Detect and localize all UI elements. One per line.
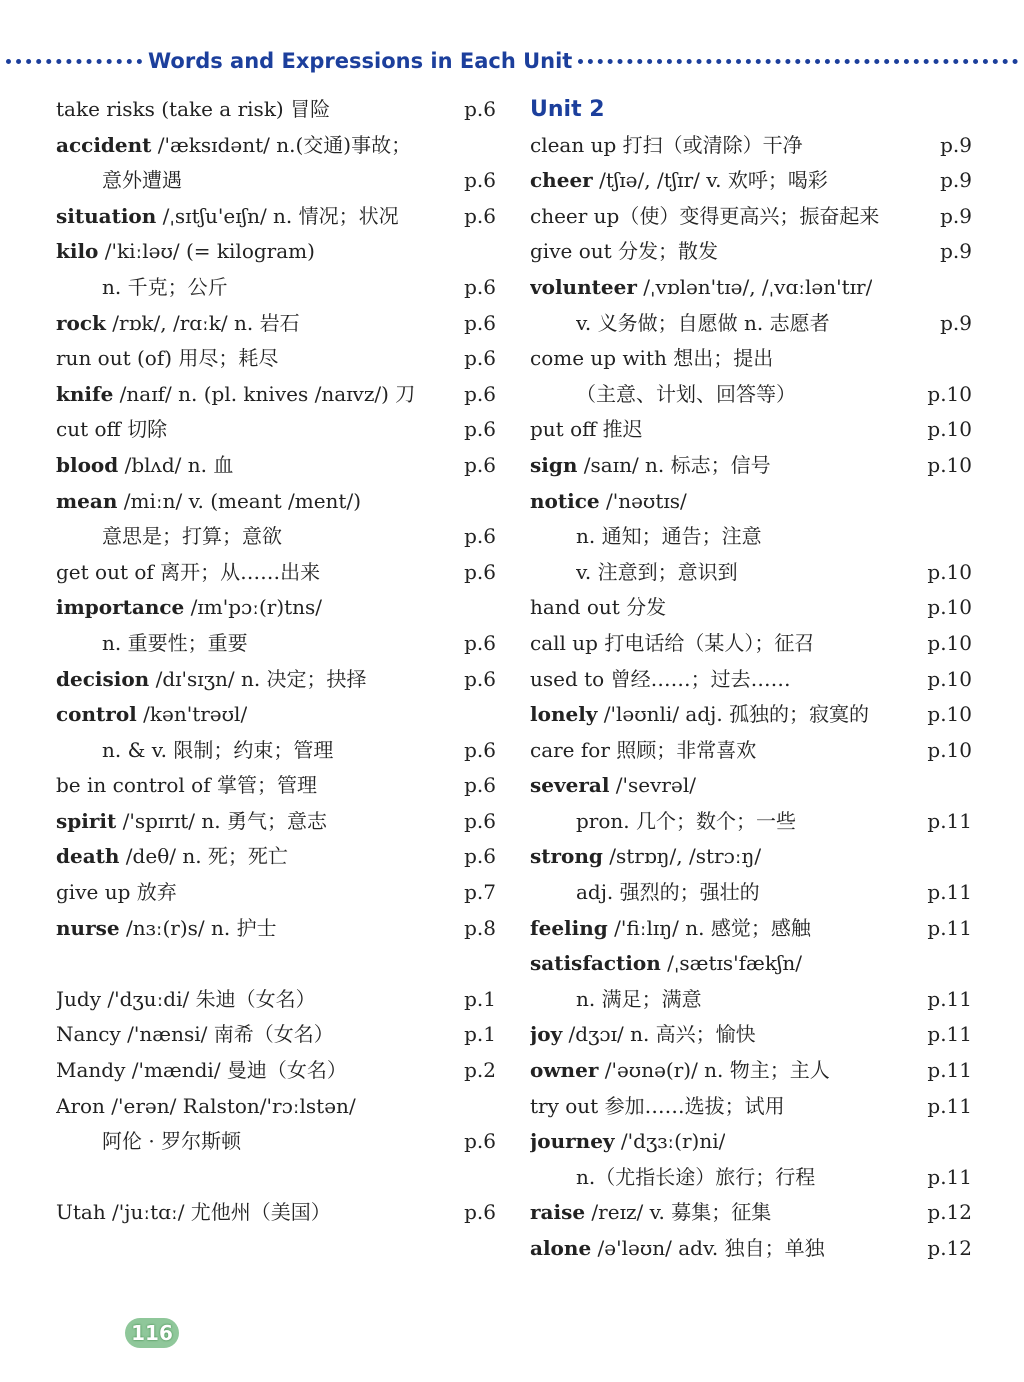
vocab-entry: [530, 697, 972, 733]
page-ref: p.11: [927, 808, 972, 833]
entry-text: give out 分发；散发: [530, 239, 719, 264]
headword: lonely: [530, 702, 598, 727]
vocab-entry: [56, 875, 496, 911]
page-ref: p.12: [927, 1200, 972, 1225]
vocab-entry: [530, 1089, 972, 1125]
vocab-entry: [56, 412, 496, 448]
vocab-entry: [530, 768, 972, 804]
vocab-entry: [530, 163, 972, 199]
vocab-entry: [56, 377, 496, 413]
vocab-entry: [530, 448, 972, 484]
entry-text: accident /'æksɪdənt/ n.(交通)事故；: [56, 132, 412, 157]
page-ref: p.6: [464, 1129, 496, 1154]
vocab-entry: [530, 412, 972, 448]
headword: owner: [530, 1058, 599, 1083]
headword: death: [56, 844, 120, 869]
header-title: Words and Expressions in Each Unit: [148, 49, 573, 73]
page-ref: p.6: [464, 524, 496, 549]
entry-text: v. 注意到；意识到: [576, 559, 738, 584]
entry-text: sign /saɪn/ n. 标志；信号: [530, 452, 771, 477]
entry-text: call up 打电话给（某人）；征召: [530, 630, 815, 655]
entry-text: kilo /'kiːləʊ/ (= kilogram): [56, 239, 315, 264]
headword: mean: [56, 488, 118, 513]
page-ref: p.9: [940, 168, 972, 193]
vocab-entry: [530, 484, 972, 520]
entry-text: n. 通知；通告；注意: [576, 524, 762, 549]
page-ref: p.10: [927, 666, 972, 691]
entry-text: notice /'nəʊtɪs/: [530, 488, 687, 513]
vocab-entry: [530, 1053, 972, 1089]
entry-text: （主意、计划、回答等）: [576, 381, 796, 406]
entry-text: hand out 分发: [530, 595, 667, 620]
page-ref: p.10: [927, 381, 972, 406]
page-ref: p.6: [464, 559, 496, 584]
entry-text: n.（尤指长途）旅行；行程: [576, 1164, 816, 1189]
entry-text: control /kən'trəʊl/: [56, 702, 248, 727]
page-ref: p.10: [927, 737, 972, 762]
entry-text: cheer up（使）变得更高兴；振奋起来: [530, 203, 880, 228]
vocab-entry: [530, 377, 972, 413]
headword: cheer: [530, 168, 593, 193]
vocab-entry: [530, 1231, 972, 1267]
entry-text: Nancy /'nænsi/ 南希（女名）: [56, 1022, 334, 1047]
entry-text: strong /strɒŋ/, /strɔːŋ/: [530, 844, 762, 869]
vocab-entry: [56, 270, 496, 306]
page-ref: p.11: [927, 986, 972, 1011]
headword: volunteer: [530, 274, 637, 299]
page-ref: p.10: [927, 702, 972, 727]
spacer: [56, 946, 496, 982]
vocab-entry: [530, 804, 972, 840]
headword: knife: [56, 381, 114, 406]
page-ref: p.6: [464, 773, 496, 798]
vocab-entry: [530, 306, 972, 342]
vocab-entry: [530, 555, 972, 591]
entry-text: get out of 离开；从……出来: [56, 559, 321, 584]
entry-text: care for 照顾；非常喜欢: [530, 737, 757, 762]
entry-text: situation /ˌsɪtʃu'eɪʃn/ n. 情况；状况: [56, 203, 399, 228]
headword: blood: [56, 452, 119, 477]
page-ref: p.6: [464, 310, 496, 335]
entry-text: knife /naɪf/ n. (pl. knives /naɪvz/) 刀: [56, 381, 416, 406]
vocab-entry: [56, 448, 496, 484]
vocab-entry: [530, 341, 972, 377]
headword: journey: [530, 1129, 615, 1154]
vocab-entry: [530, 1017, 972, 1053]
entry-text: 意思是；打算；意欲: [102, 524, 282, 549]
page-ref: p.7: [464, 880, 496, 905]
vocab-entry: [56, 1195, 496, 1231]
unit-title: Unit 2: [530, 97, 605, 122]
header-dots-left: [6, 59, 142, 64]
entry-text: take risks (take a risk) 冒险: [56, 97, 331, 121]
vocab-entry: [56, 1017, 496, 1053]
left-column: [56, 92, 496, 1231]
headword: rock: [56, 310, 106, 335]
entry-text: v. 义务做；自愿做 n. 志愿者: [576, 310, 830, 335]
page-ref: p.11: [927, 1164, 972, 1189]
page-ref: p.6: [464, 844, 496, 869]
headword: joy: [530, 1022, 563, 1047]
vocab-entry: [530, 519, 972, 555]
headword: situation: [56, 203, 157, 228]
entry-text: lonely /'ləʊnli/ adj. 孤独的；寂寞的: [530, 702, 870, 727]
entry-text: run out (of) 用尽；耗尽: [56, 346, 279, 371]
vocab-entry: [56, 982, 496, 1018]
entry-text: mean /miːn/ v. (meant /ment/): [56, 488, 362, 513]
page-ref: p.6: [464, 808, 496, 833]
entry-text: used to 曾经……；过去……: [530, 666, 791, 691]
headword: raise: [530, 1200, 586, 1225]
page-ref: p.6: [464, 274, 496, 299]
page-ref: p.11: [927, 915, 972, 940]
vocab-entry: [530, 839, 972, 875]
vocab-entry: [530, 590, 972, 626]
vocab-entry: [56, 662, 496, 698]
headword: feeling: [530, 915, 608, 940]
entry-text: rock /rɒk/, /rɑːk/ n. 岩石: [56, 310, 300, 335]
vocab-entry: [56, 519, 496, 555]
page-ref: p.6: [464, 381, 496, 406]
vocab-entry: [56, 804, 496, 840]
entry-text: 意外遭遇: [102, 168, 182, 193]
page-ref: p.6: [464, 452, 496, 477]
entry-text: n. 满足；满意: [576, 986, 702, 1011]
page-ref: p.10: [927, 452, 972, 477]
entry-text: several /'sevrəl/: [530, 773, 696, 798]
page-ref: p.6: [464, 666, 496, 691]
vocab-entry: [56, 199, 496, 235]
vocab-entry: [530, 1195, 972, 1231]
page-number: 116: [131, 1321, 173, 1345]
entry-text: cheer /tʃɪə/, /tʃɪr/ v. 欢呼；喝彩: [530, 168, 828, 193]
page-ref: p.6: [464, 1200, 496, 1225]
page-ref: p.2: [464, 1058, 496, 1083]
vocab-entry: [530, 234, 972, 270]
vocab-entry: [530, 662, 972, 698]
page-ref: p.1: [464, 1022, 496, 1047]
page-ref: p.11: [927, 1093, 972, 1118]
headword: several: [530, 773, 610, 798]
entry-text: nurse /nɜː(r)s/ n. 护士: [56, 915, 277, 940]
page-number-badge: [125, 1318, 179, 1348]
vocab-entry: [530, 1124, 972, 1160]
vocab-entry: [56, 1089, 496, 1125]
section-header: [0, 44, 1024, 78]
page-ref: p.6: [464, 97, 496, 121]
headword: notice: [530, 488, 600, 513]
vocab-entry: [56, 590, 496, 626]
page-ref: p.11: [927, 880, 972, 905]
page-ref: p.6: [464, 346, 496, 371]
vocab-entry: [56, 1053, 496, 1089]
unit-heading: [530, 92, 972, 128]
headword: sign: [530, 452, 578, 477]
entry-text: raise /reɪz/ v. 募集；征集: [530, 1200, 772, 1225]
vocab-entry: [56, 484, 496, 520]
headword: alone: [530, 1236, 592, 1260]
entry-text: Utah /'juːtɑː/ 尤他州（美国）: [56, 1200, 331, 1225]
vocab-entry: [56, 697, 496, 733]
page-ref: p.6: [464, 417, 496, 442]
entry-text: n. 重要性；重要: [102, 630, 248, 655]
right-column: [530, 92, 972, 1267]
page-ref: p.6: [464, 737, 496, 762]
headword: control: [56, 702, 137, 727]
page-ref: p.6: [464, 168, 496, 193]
entry-text: pron. 几个；数个；一些: [576, 808, 796, 833]
headword: kilo: [56, 239, 99, 264]
vocab-entry: [56, 341, 496, 377]
entry-text: death /deθ/ n. 死；死亡: [56, 844, 288, 869]
entry-text: be in control of 掌管；管理: [56, 773, 317, 798]
vocab-entry: [56, 128, 496, 164]
vocab-entry: [530, 875, 972, 911]
vocab-entry: [56, 768, 496, 804]
entry-text: n. & v. 限制；约束；管理: [102, 737, 334, 762]
entry-text: joy /dʒɔɪ/ n. 高兴；愉快: [530, 1022, 756, 1047]
entry-text: try out 参加……选拔；试用: [530, 1093, 785, 1118]
page-ref: p.12: [927, 1236, 972, 1260]
page-ref: p.6: [464, 630, 496, 655]
vocab-entry: [530, 128, 972, 164]
entry-text: satisfaction /ˌsætɪs'fækʃn/: [530, 951, 803, 976]
vocab-entry: [56, 555, 496, 591]
entry-text: spirit /'spɪrɪt/ n. 勇气；意志: [56, 808, 327, 833]
entry-text: come up with 想出；提出: [530, 346, 774, 371]
page-ref: p.10: [927, 417, 972, 442]
entry-text: n. 千克；公斤: [102, 274, 228, 299]
entry-text: feeling /'fiːlɪŋ/ n. 感觉；感触: [530, 915, 811, 940]
entry-text: importance /ɪm'pɔː(r)tns/: [56, 595, 323, 620]
page-ref: p.11: [927, 1022, 972, 1047]
page-ref: p.9: [940, 132, 972, 157]
headword: accident: [56, 132, 152, 157]
entry-text: journey /'dʒɜː(r)ni/: [530, 1129, 726, 1154]
page-ref: p.8: [464, 915, 496, 940]
vocab-entry: [530, 946, 972, 982]
vocab-entry: [530, 1160, 972, 1196]
vocab-entry: [530, 733, 972, 769]
headword: satisfaction: [530, 951, 661, 976]
entry-text: put off 推迟: [530, 417, 643, 442]
headword: spirit: [56, 808, 117, 833]
page-ref: p.10: [927, 559, 972, 584]
vocab-entry: [56, 163, 496, 199]
entry-text: Aron /'erən/ Ralston/'rɔːlstən/: [56, 1093, 356, 1118]
vocab-entry: [56, 306, 496, 342]
vocab-entry: [56, 911, 496, 947]
vocab-entry: [530, 626, 972, 662]
page-ref: p.9: [940, 239, 972, 264]
entry-text: 阿伦 · 罗尔斯顿: [102, 1129, 242, 1154]
entry-text: give up 放弃: [56, 880, 177, 905]
vocab-entry: [56, 626, 496, 662]
header-dots-right: [578, 59, 1018, 64]
vocab-entry: [56, 839, 496, 875]
page-ref: p.6: [464, 203, 496, 228]
entry-text: Judy /'dʒuːdi/ 朱迪（女名）: [56, 986, 316, 1011]
page-ref: p.10: [927, 595, 972, 620]
entry-text: cut off 切除: [56, 417, 168, 442]
page-ref: p.1: [464, 986, 496, 1011]
vocab-entry: [56, 92, 496, 128]
entry-text: decision /dɪ'sɪʒn/ n. 决定；抉择: [56, 666, 367, 691]
headword: importance: [56, 595, 185, 620]
vocab-entry: [530, 199, 972, 235]
entry-text: adj. 强烈的；强壮的: [576, 880, 760, 905]
vocab-entry: [530, 911, 972, 947]
headword: strong: [530, 844, 603, 869]
headword: decision: [56, 666, 150, 691]
entry-text: owner /'əʊnə(r)/ n. 物主；主人: [530, 1058, 830, 1083]
vocab-entry: [530, 982, 972, 1018]
entry-text: volunteer /ˌvɒlən'tɪə/, /ˌvɑːlən'tɪr/: [530, 274, 873, 299]
entry-text: blood /blʌd/ n. 血: [56, 452, 234, 477]
entry-text: clean up 打扫（或清除）干净: [530, 132, 803, 157]
spacer: [56, 1160, 496, 1196]
page-ref: p.10: [927, 630, 972, 655]
vocab-entry: [56, 733, 496, 769]
page-ref: p.9: [940, 203, 972, 228]
vocab-entry: [56, 1124, 496, 1160]
headword: nurse: [56, 915, 120, 940]
page-ref: p.9: [940, 310, 972, 335]
vocab-entry: [530, 270, 972, 306]
entry-text: alone /ə'ləʊn/ adv. 独自；单独: [530, 1236, 825, 1260]
page-ref: p.11: [927, 1058, 972, 1083]
entry-text: Mandy /'mændi/ 曼迪（女名）: [56, 1058, 347, 1083]
vocab-entry: [56, 234, 496, 270]
